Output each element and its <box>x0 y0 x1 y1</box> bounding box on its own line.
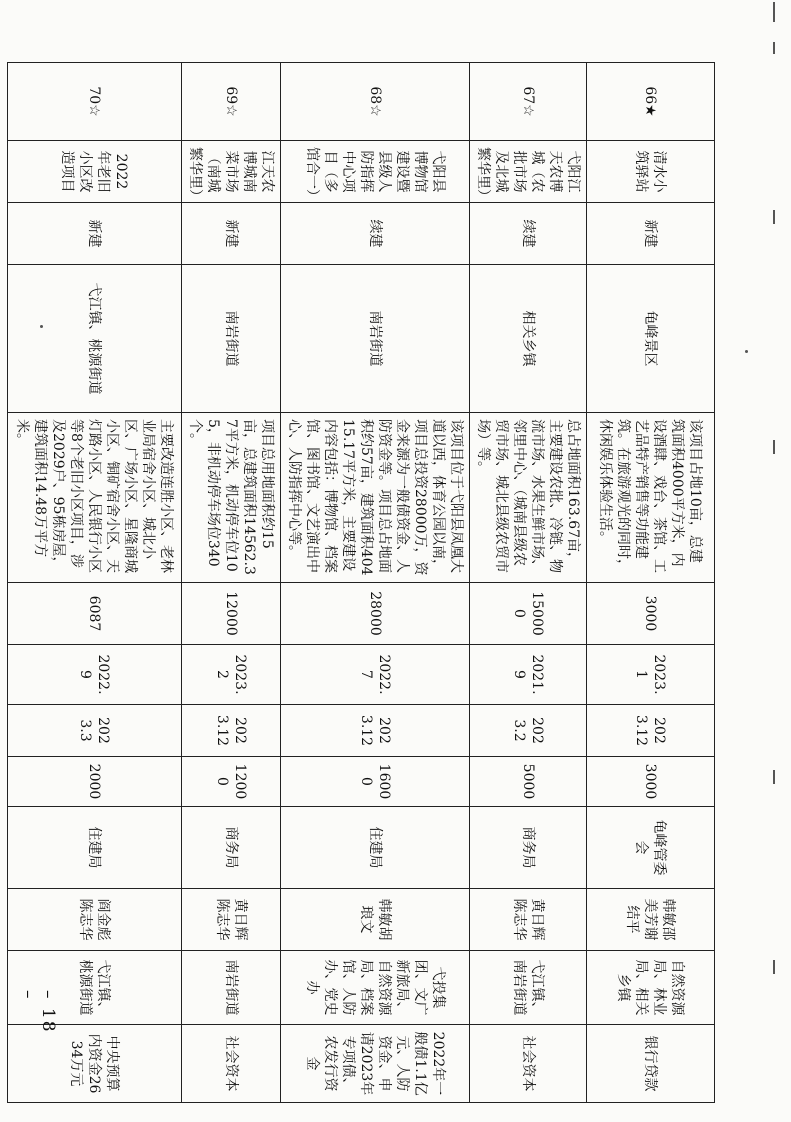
project-type: 续建 <box>470 203 587 265</box>
project-content: 该项目占地10亩，总建筑面积4000平方米，内设酒肆、戏台、茶馆、工艺品特产销售等功能建筑。在旅游观光的同时，休闲娱乐体验生活。 <box>587 413 715 583</box>
project-location: 相关乡镇 <box>470 265 587 413</box>
project-type: 新建 <box>587 203 715 265</box>
annual-investment: 2000 <box>8 757 182 807</box>
responsible-units: 弋投集团、文广新旅局、自然资源局、档案馆、人防办、党史办 <box>281 951 470 1025</box>
scan-dot <box>745 350 748 353</box>
total-investment: 28000 <box>281 583 470 645</box>
total-investment: 150000 <box>470 583 587 645</box>
table-row <box>182 63 281 1103</box>
funding-source: 社会资本 <box>470 1025 587 1103</box>
start-date: 2022.9 <box>8 645 182 705</box>
start-date: 2021.9 <box>470 645 587 705</box>
lead-unit: 住建局 <box>281 807 470 889</box>
project-location: 弋江镇、桃源街道 <box>8 265 182 413</box>
responsible-leader: 韩敏胡琅文 <box>281 889 470 951</box>
lead-unit: 商务局 <box>470 807 587 889</box>
project-content: 项目总用地面积约15亩，总建筑面积14562.37平方米，机动停车位105，非机动停车场位340个。 <box>182 413 281 583</box>
responsible-units: 弋江镇、南岩街道 <box>470 951 587 1025</box>
scan-mark <box>773 42 775 54</box>
responsible-leader: 黄日辉陈志华 <box>470 889 587 951</box>
project-type: 新建 <box>8 203 182 265</box>
end-date: 2023.12 <box>281 705 470 757</box>
scan-mark <box>773 440 775 454</box>
project-name: 江天农博城南菜市场（南城繁华里） <box>182 141 281 203</box>
project-name: 弋阳江天农博城（农批市场及北城繁华里） <box>470 141 587 203</box>
responsible-leader: 黄日辉陈志华 <box>182 889 281 951</box>
project-content: 主要改造连胜小区、老林业局宿舍小区、城北小区、广场小区、星隆商城小区、铜矿宿舍小区、天灯路小区、人民银行小区等8个老旧小区项目，涉及2029户、95栋房屋，建筑面积14.48万平方米。 <box>8 413 182 583</box>
annual-investment: 16000 <box>281 757 470 807</box>
table-row <box>587 63 715 1103</box>
end-date: 2023.3 <box>8 705 182 757</box>
scan-dot <box>40 325 43 328</box>
annual-investment: 5000 <box>470 757 587 807</box>
row-number: 68☆ <box>281 63 470 141</box>
project-name: 2022年老旧小区改造项目 <box>8 141 182 203</box>
scan-mark <box>773 960 775 974</box>
responsible-leader: 韩敏邵美芳谢结平 <box>587 889 715 951</box>
row-number: 66★ <box>587 63 715 141</box>
total-investment: 6087 <box>8 583 182 645</box>
start-date: 2022.7 <box>281 645 470 705</box>
project-content: 总占地面积163.67亩，主要建设农批、冷链、物流市场、水果生鲜市场、邻里中心、（城南县级农贸市场、城北县级农贸市场）等。 <box>470 413 587 583</box>
table-row <box>8 63 182 1103</box>
scan-mark <box>773 2 775 22</box>
end-date: 2023.12 <box>587 705 715 757</box>
row-number: 67☆ <box>470 63 587 141</box>
scan-mark <box>773 770 775 784</box>
annual-investment: 3000 <box>587 757 715 807</box>
funding-source: 银行贷款 <box>587 1025 715 1103</box>
page-number: – 18 – <box>18 990 58 1034</box>
project-table <box>7 62 715 1103</box>
lead-unit: 龟峰管委会 <box>587 807 715 889</box>
start-date: 2023.2 <box>182 645 281 705</box>
funding-source: 中央预算内资金2634万元 <box>8 1025 182 1103</box>
row-number: 70☆ <box>8 63 182 141</box>
funding-source: 社会资本 <box>182 1025 281 1103</box>
project-location: 南岩街道 <box>281 265 470 413</box>
project-location: 龟峰景区 <box>587 265 715 413</box>
project-location: 南岩街道 <box>182 265 281 413</box>
row-number: 69☆ <box>182 63 281 141</box>
project-name: 弋阳县博物馆建设暨县级人防指挥中心项目（多馆合一） <box>281 141 470 203</box>
responsible-units: 弋江镇、桃源街道 <box>8 951 182 1025</box>
lead-unit: 住建局 <box>8 807 182 889</box>
annual-investment: 12000 <box>182 757 281 807</box>
end-date: 2023.2 <box>470 705 587 757</box>
total-investment: 3000 <box>587 583 715 645</box>
project-type: 新建 <box>182 203 281 265</box>
responsible-units: 南岩街道 <box>182 951 281 1025</box>
responsible-leader: 阎金彪陈志华 <box>8 889 182 951</box>
table-row <box>470 63 587 1103</box>
start-date: 2023.1 <box>587 645 715 705</box>
funding-source: 2022年一般债1.1亿元、人防资金、申请2023年专项债、农发行资金 <box>281 1025 470 1103</box>
table-row <box>281 63 470 1103</box>
project-content: 该项目位于弋阳县凤凰大道以西，体育公园以南，项目总投资28000万，资金来源为一般债资金、人防资金等。项目总占地面积约57亩，建筑面积40415.17平方米，主要建设内容包括：博物馆、档案馆、图书馆、文艺演出中心、人防指挥中心等。 <box>281 413 470 583</box>
total-investment: 12000 <box>182 583 281 645</box>
project-name: 清水小筑驿站 <box>587 141 715 203</box>
lead-unit: 商务局 <box>182 807 281 889</box>
scan-mark <box>773 210 775 224</box>
responsible-units: 自然资源局、林业局、相关乡镇 <box>587 951 715 1025</box>
project-type: 续建 <box>281 203 470 265</box>
end-date: 2023.12 <box>182 705 281 757</box>
